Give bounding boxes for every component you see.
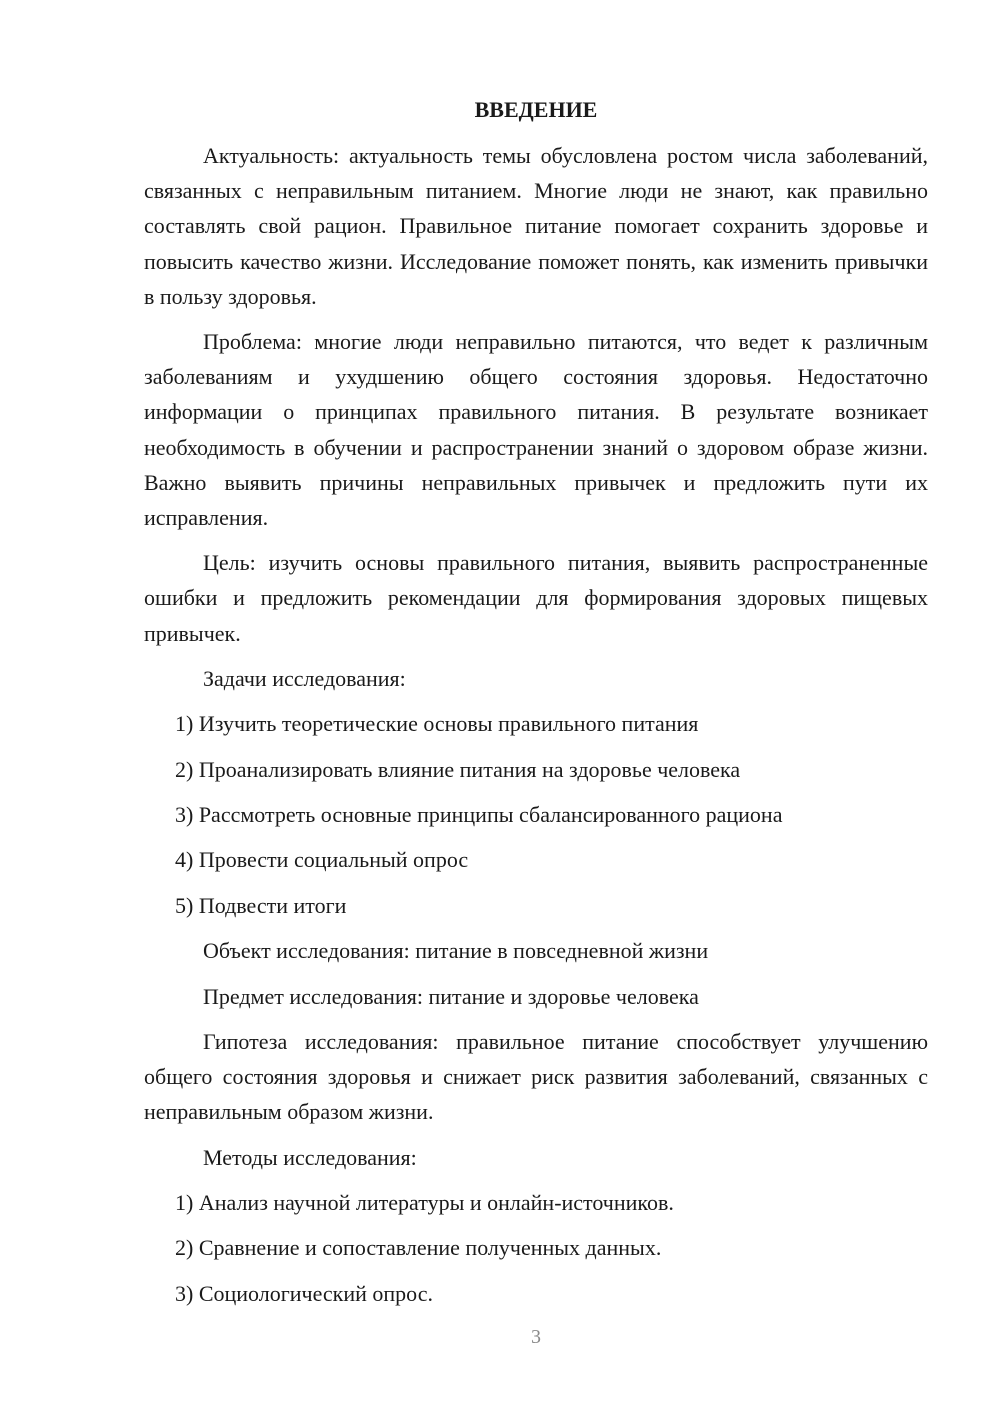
document-page xyxy=(144,92,928,1321)
task-item: 5) Подвести итоги xyxy=(175,892,347,918)
goal-paragraph: Цель: изучить основы правильного питания, выявить распространенные ошибки и предложить рекомендации для формирования здоровых пищевых привычек. xyxy=(144,550,928,646)
methods-list xyxy=(144,1185,928,1312)
methods-heading: Методы исследования: xyxy=(203,1144,417,1170)
page-title: ВВЕДЕНИЕ xyxy=(474,97,598,122)
method-item: 1) Анализ научной литературы и онлайн-источников. xyxy=(175,1189,674,1215)
method-item: 2) Сравнение и сопоставление полученных данных. xyxy=(175,1235,662,1261)
relevance-paragraph: Актуальность: актуальность темы обусловлена ростом числа заболеваний, связанных с неправильным питанием. Многие люди не знают, как правильно составлять свой рацион. Правильное питание помогает сохранить здоровье и повысить качество жизни. Исследование поможет понять, как изменить привычки в пользу здоровья. xyxy=(144,143,928,309)
tasks-list xyxy=(144,706,928,924)
method-item: 3) Социологический опрос. xyxy=(175,1280,433,1306)
research-subject: Предмет исследования: питание и здоровье человека xyxy=(203,983,699,1009)
hypothesis-paragraph: Гипотеза исследования: правильное питание способствует улучшению общего состояния здоровья и снижает риск развития заболеваний, связанных с неправильным образом жизни. xyxy=(144,1028,928,1125)
task-item: 1) Изучить теоретические основы правильного питания xyxy=(175,711,699,737)
tasks-heading: Задачи исследования: xyxy=(203,665,406,691)
research-object: Объект исследования: питание в повседневной жизни xyxy=(203,938,709,964)
problem-paragraph: Проблема: многие люди неправильно питаются, что ведет к различным заболеваниям и ухудшению общего состояния здоровья. Недостаточно информации о принципах правильного питания. В результате возникает необходимость в обучении и распространении знаний о здоровом образе жизни. Важно выявить причины неправильных привычек и предложить пути их исправления. xyxy=(144,329,928,531)
page-number: 3 xyxy=(531,1326,541,1348)
task-item: 3) Рассмотреть основные принципы сбалансированного рациона xyxy=(175,802,783,828)
task-item: 4) Провести социальный опрос xyxy=(175,847,469,873)
task-item: 2) Проанализировать влияние питания на здоровье человека xyxy=(175,756,741,782)
